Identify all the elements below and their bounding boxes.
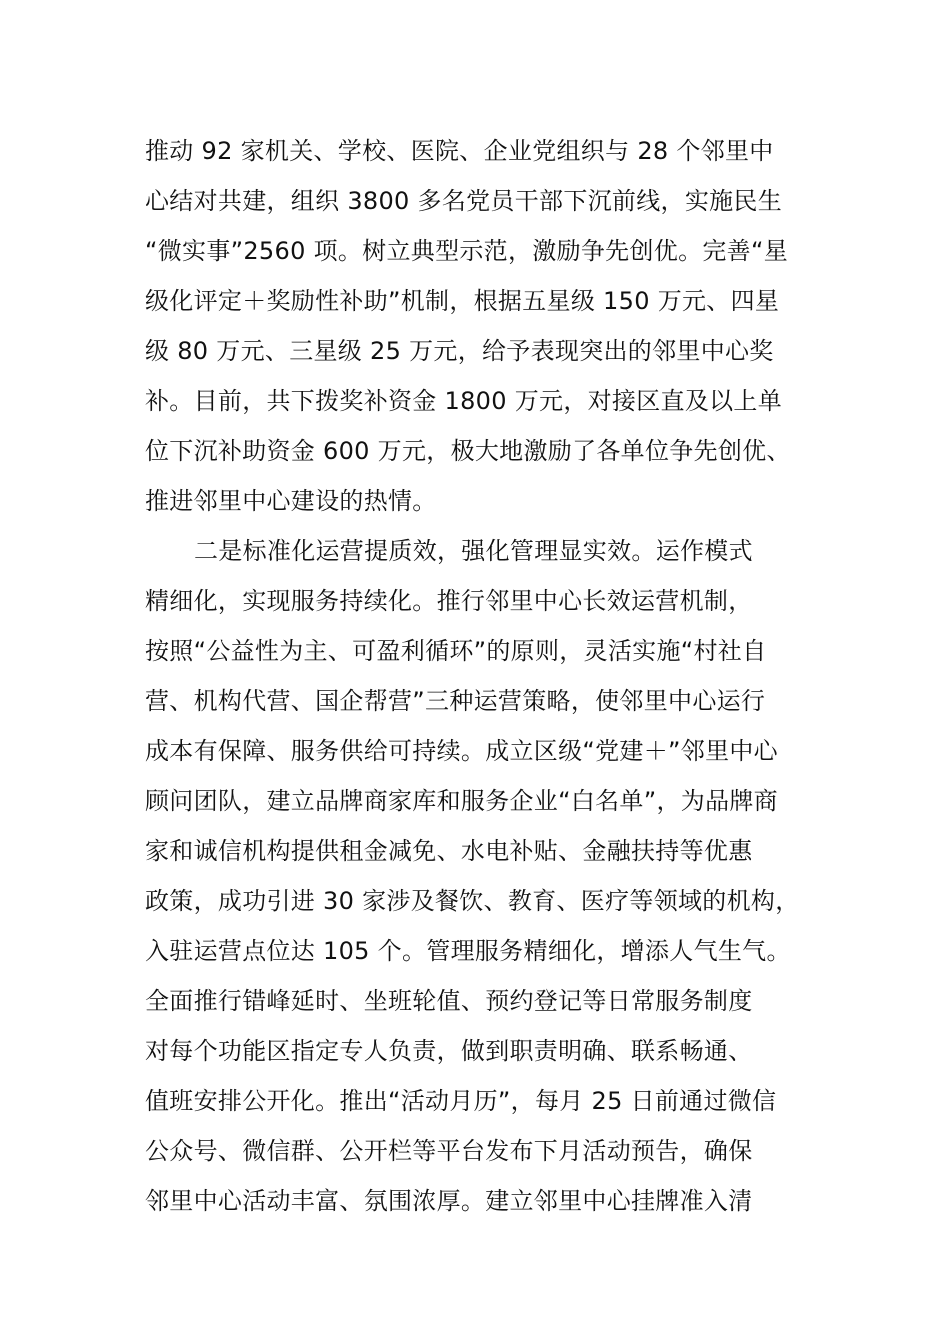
text-line: 政策，成功引进 30 家涉及餐饮、教育、医疗等领域的机构， [145, 887, 800, 915]
text-line: 全面推行错峰延时、坐班轮值、预约登记等日常服务制度 [145, 987, 753, 1015]
text-line: 顾问团队，建立品牌商家库和服务企业“白名单”，为品牌商 [145, 787, 778, 815]
text-line: 位下沉补助资金 600 万元，极大地激励了各单位争先创优、 [145, 437, 791, 465]
text-line: 级 80 万元、三星级 25 万元，给予表现突出的邻里中心奖 [145, 337, 774, 365]
text-line: 级化评定＋奖励性补助”机制，根据五星级 150 万元、四星 [145, 287, 780, 315]
text-line: 公众号、微信群、公开栏等平台发布下月活动预告，确保 [145, 1137, 753, 1165]
text-line: 推进邻里中心建设的热情。 [145, 487, 437, 515]
text-line: 邻里中心活动丰富、氛围浓厚。建立邻里中心挂牌准入清 [145, 1187, 753, 1215]
text-line: “微实事”2560 项。树立典型示范，激励争先创优。完善“星 [145, 237, 789, 265]
text-line: 心结对共建，组织 3800 多名党员干部下沉前线，实施民生 [145, 187, 783, 215]
text-line: 家和诚信机构提供租金减免、水电补贴、金融扶持等优惠 [145, 837, 753, 865]
text-line: 补。目前，共下拨奖补资金 1800 万元，对接区直及以上单 [145, 387, 783, 415]
text-line: 推动 92 家机关、学校、医院、企业党组织与 28 个邻里中 [145, 137, 774, 165]
text-line: 值班安排公开化。推出“活动月历”，每月 25 日前通过微信 [145, 1087, 777, 1115]
text-line: 精细化，实现服务持续化。推行邻里中心长效运营机制， [145, 587, 753, 615]
text-line: 营、机构代营、国企帮营”三种运营策略，使邻里中心运行 [145, 687, 766, 715]
body-text [145, 126, 845, 1226]
text-line: 对每个功能区指定专人负责，做到职责明确、联系畅通、 [145, 1037, 753, 1065]
paragraph-start-line: 二是标准化运营提质效，强化管理显实效。运作模式 [194, 537, 753, 565]
text-line: 按照“公益性为主、可盈利循环”的原则，灵活实施“村社自 [145, 637, 767, 665]
text-line: 入驻运营点位达 105 个。管理服务精细化，增添人气生气。 [145, 937, 791, 965]
text-line: 成本有保障、服务供给可持续。成立区级“党建＋”邻里中心 [145, 737, 778, 765]
